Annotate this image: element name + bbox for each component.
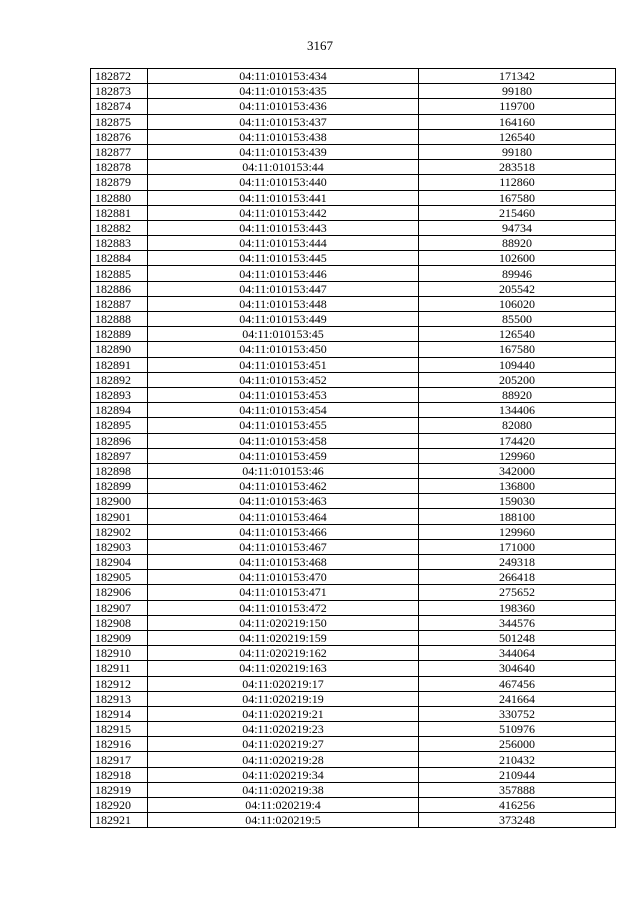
value-cell: 198360 xyxy=(419,600,616,615)
cadastral-number-cell: 04:11:010153:443 xyxy=(148,220,419,235)
table-row xyxy=(91,600,616,615)
table-row xyxy=(91,782,616,797)
value-cell: 136800 xyxy=(419,479,616,494)
row-number-cell: 182889 xyxy=(91,327,148,342)
table-row xyxy=(91,372,616,387)
value-cell: 174420 xyxy=(419,433,616,448)
row-number-cell: 182897 xyxy=(91,448,148,463)
row-number-cell: 182898 xyxy=(91,463,148,478)
cadastral-number-cell: 04:11:020219:150 xyxy=(148,615,419,630)
value-cell: 112860 xyxy=(419,175,616,190)
value-cell: 373248 xyxy=(419,813,616,828)
table-row xyxy=(91,585,616,600)
cadastral-number-cell: 04:11:010153:450 xyxy=(148,342,419,357)
value-cell: 89946 xyxy=(419,266,616,281)
value-cell: 134406 xyxy=(419,403,616,418)
value-cell: 510976 xyxy=(419,722,616,737)
value-cell: 88920 xyxy=(419,236,616,251)
value-cell: 501248 xyxy=(419,630,616,645)
value-cell: 167580 xyxy=(419,342,616,357)
table-row xyxy=(91,813,616,828)
table-row xyxy=(91,691,616,706)
cadastral-number-cell: 04:11:010153:440 xyxy=(148,175,419,190)
cadastral-number-cell: 04:11:010153:448 xyxy=(148,296,419,311)
page-number: 3167 xyxy=(307,38,333,53)
cadastral-number-cell: 04:11:010153:436 xyxy=(148,99,419,114)
row-number-cell: 182875 xyxy=(91,114,148,129)
cadastral-number-cell: 04:11:010153:447 xyxy=(148,281,419,296)
row-number-cell: 182879 xyxy=(91,175,148,190)
table-row xyxy=(91,175,616,190)
table-row xyxy=(91,615,616,630)
cadastral-number-cell: 04:11:010153:446 xyxy=(148,266,419,281)
table-row xyxy=(91,220,616,235)
value-cell: 215460 xyxy=(419,205,616,220)
cadastral-number-cell: 04:11:010153:452 xyxy=(148,372,419,387)
table-row xyxy=(91,706,616,721)
value-cell: 129960 xyxy=(419,448,616,463)
value-cell: 109440 xyxy=(419,357,616,372)
value-cell: 88920 xyxy=(419,387,616,402)
cadastral-number-cell: 04:11:010153:451 xyxy=(148,357,419,372)
table-row xyxy=(91,798,616,813)
table-row xyxy=(91,555,616,570)
cadastral-number-cell: 04:11:020219:159 xyxy=(148,630,419,645)
row-number-cell: 182882 xyxy=(91,220,148,235)
row-number-cell: 182881 xyxy=(91,205,148,220)
row-number-cell: 182895 xyxy=(91,418,148,433)
cadastral-number-cell: 04:11:010153:464 xyxy=(148,509,419,524)
row-number-cell: 182874 xyxy=(91,99,148,114)
value-cell: 171342 xyxy=(419,69,616,84)
row-number-cell: 182884 xyxy=(91,251,148,266)
cadastral-number-cell: 04:11:010153:444 xyxy=(148,236,419,251)
cadastral-number-cell: 04:11:020219:163 xyxy=(148,661,419,676)
cadastral-number-cell: 04:11:020219:17 xyxy=(148,676,419,691)
row-number-cell: 182916 xyxy=(91,737,148,752)
table-row xyxy=(91,205,616,220)
cadastral-number-cell: 04:11:010153:470 xyxy=(148,570,419,585)
table-row xyxy=(91,570,616,585)
value-cell: 342000 xyxy=(419,463,616,478)
value-cell: 344064 xyxy=(419,646,616,661)
row-number-cell: 182893 xyxy=(91,387,148,402)
value-cell: 416256 xyxy=(419,798,616,813)
cadastral-number-cell: 04:11:010153:459 xyxy=(148,448,419,463)
cadastral-number-cell: 04:11:010153:445 xyxy=(148,251,419,266)
table-row xyxy=(91,342,616,357)
cadastral-number-cell: 04:11:010153:435 xyxy=(148,84,419,99)
value-cell: 266418 xyxy=(419,570,616,585)
value-cell: 344576 xyxy=(419,615,616,630)
row-number-cell: 182910 xyxy=(91,646,148,661)
row-number-cell: 182886 xyxy=(91,281,148,296)
cadastral-number-cell: 04:11:010153:437 xyxy=(148,114,419,129)
table-row xyxy=(91,479,616,494)
cadastral-number-cell: 04:11:010153:46 xyxy=(148,463,419,478)
row-number-cell: 182906 xyxy=(91,585,148,600)
row-number-cell: 182908 xyxy=(91,615,148,630)
cadastral-number-cell: 04:11:010153:442 xyxy=(148,205,419,220)
value-cell: 275652 xyxy=(419,585,616,600)
row-number-cell: 182917 xyxy=(91,752,148,767)
table-row xyxy=(91,312,616,327)
table-row xyxy=(91,144,616,159)
row-number-cell: 182892 xyxy=(91,372,148,387)
table-row xyxy=(91,676,616,691)
table-row xyxy=(91,646,616,661)
table-row xyxy=(91,494,616,509)
cadastral-number-cell: 04:11:010153:472 xyxy=(148,600,419,615)
value-cell: 159030 xyxy=(419,494,616,509)
cadastral-number-cell: 04:11:010153:462 xyxy=(148,479,419,494)
table-row xyxy=(91,403,616,418)
table-row xyxy=(91,524,616,539)
cadastral-number-cell: 04:11:020219:28 xyxy=(148,752,419,767)
cadastral-number-cell: 04:11:020219:5 xyxy=(148,813,419,828)
cadastral-number-cell: 04:11:020219:4 xyxy=(148,798,419,813)
table-row xyxy=(91,114,616,129)
row-number-cell: 182872 xyxy=(91,69,148,84)
row-number-cell: 182902 xyxy=(91,524,148,539)
cadastral-number-cell: 04:11:010153:439 xyxy=(148,144,419,159)
row-number-cell: 182914 xyxy=(91,706,148,721)
row-number-cell: 182894 xyxy=(91,403,148,418)
cadastral-number-cell: 04:11:010153:44 xyxy=(148,160,419,175)
value-cell: 129960 xyxy=(419,524,616,539)
value-cell: 126540 xyxy=(419,327,616,342)
value-cell: 99180 xyxy=(419,144,616,159)
value-cell: 467456 xyxy=(419,676,616,691)
value-cell: 85500 xyxy=(419,312,616,327)
table-row xyxy=(91,722,616,737)
table-row xyxy=(91,387,616,402)
cadastral-number-cell: 04:11:020219:23 xyxy=(148,722,419,737)
cadastral-number-cell: 04:11:020219:19 xyxy=(148,691,419,706)
table-row xyxy=(91,539,616,554)
cadastral-number-cell: 04:11:020219:38 xyxy=(148,782,419,797)
value-cell: 256000 xyxy=(419,737,616,752)
row-number-cell: 182921 xyxy=(91,813,148,828)
cadastral-number-cell: 04:11:010153:458 xyxy=(148,433,419,448)
cadastral-number-cell: 04:11:020219:34 xyxy=(148,767,419,782)
cadastral-number-cell: 04:11:010153:438 xyxy=(148,129,419,144)
cadastral-number-cell: 04:11:020219:27 xyxy=(148,737,419,752)
value-cell: 241664 xyxy=(419,691,616,706)
row-number-cell: 182891 xyxy=(91,357,148,372)
value-cell: 119700 xyxy=(419,99,616,114)
table-row xyxy=(91,767,616,782)
registry-table-body xyxy=(91,69,616,828)
cadastral-number-cell: 04:11:010153:454 xyxy=(148,403,419,418)
table-row xyxy=(91,281,616,296)
row-number-cell: 182873 xyxy=(91,84,148,99)
value-cell: 167580 xyxy=(419,190,616,205)
table-row xyxy=(91,99,616,114)
table-row xyxy=(91,752,616,767)
row-number-cell: 182900 xyxy=(91,494,148,509)
row-number-cell: 182913 xyxy=(91,691,148,706)
value-cell: 102600 xyxy=(419,251,616,266)
row-number-cell: 182885 xyxy=(91,266,148,281)
value-cell: 94734 xyxy=(419,220,616,235)
row-number-cell: 182904 xyxy=(91,555,148,570)
value-cell: 210432 xyxy=(419,752,616,767)
value-cell: 99180 xyxy=(419,84,616,99)
row-number-cell: 182890 xyxy=(91,342,148,357)
value-cell: 106020 xyxy=(419,296,616,311)
row-number-cell: 182919 xyxy=(91,782,148,797)
cadastral-number-cell: 04:11:020219:21 xyxy=(148,706,419,721)
table-row xyxy=(91,236,616,251)
table-row xyxy=(91,630,616,645)
row-number-cell: 182883 xyxy=(91,236,148,251)
row-number-cell: 182918 xyxy=(91,767,148,782)
table-row xyxy=(91,129,616,144)
table-row xyxy=(91,418,616,433)
value-cell: 171000 xyxy=(419,539,616,554)
cadastral-number-cell: 04:11:020219:162 xyxy=(148,646,419,661)
cadastral-number-cell: 04:11:010153:463 xyxy=(148,494,419,509)
value-cell: 205542 xyxy=(419,281,616,296)
value-cell: 249318 xyxy=(419,555,616,570)
cadastral-number-cell: 04:11:010153:455 xyxy=(148,418,419,433)
row-number-cell: 182907 xyxy=(91,600,148,615)
value-cell: 283518 xyxy=(419,160,616,175)
value-cell: 357888 xyxy=(419,782,616,797)
row-number-cell: 182876 xyxy=(91,129,148,144)
table-row xyxy=(91,69,616,84)
table-row xyxy=(91,327,616,342)
cadastral-number-cell: 04:11:010153:434 xyxy=(148,69,419,84)
table-row xyxy=(91,737,616,752)
value-cell: 188100 xyxy=(419,509,616,524)
row-number-cell: 182880 xyxy=(91,190,148,205)
value-cell: 330752 xyxy=(419,706,616,721)
value-cell: 126540 xyxy=(419,129,616,144)
row-number-cell: 182877 xyxy=(91,144,148,159)
value-cell: 210944 xyxy=(419,767,616,782)
row-number-cell: 182903 xyxy=(91,539,148,554)
cadastral-number-cell: 04:11:010153:467 xyxy=(148,539,419,554)
row-number-cell: 182888 xyxy=(91,312,148,327)
registry-table xyxy=(90,68,616,828)
row-number-cell: 182901 xyxy=(91,509,148,524)
table-row xyxy=(91,448,616,463)
cadastral-number-cell: 04:11:010153:449 xyxy=(148,312,419,327)
row-number-cell: 182909 xyxy=(91,630,148,645)
row-number-cell: 182899 xyxy=(91,479,148,494)
row-number-cell: 182887 xyxy=(91,296,148,311)
row-number-cell: 182878 xyxy=(91,160,148,175)
table-row xyxy=(91,509,616,524)
row-number-cell: 182905 xyxy=(91,570,148,585)
cadastral-number-cell: 04:11:010153:471 xyxy=(148,585,419,600)
row-number-cell: 182911 xyxy=(91,661,148,676)
table-row xyxy=(91,463,616,478)
row-number-cell: 182915 xyxy=(91,722,148,737)
table-row xyxy=(91,251,616,266)
row-number-cell: 182912 xyxy=(91,676,148,691)
table-row xyxy=(91,84,616,99)
table-row xyxy=(91,190,616,205)
value-cell: 205200 xyxy=(419,372,616,387)
value-cell: 164160 xyxy=(419,114,616,129)
value-cell: 304640 xyxy=(419,661,616,676)
table-row xyxy=(91,160,616,175)
table-row xyxy=(91,266,616,281)
table-row xyxy=(91,296,616,311)
cadastral-number-cell: 04:11:010153:45 xyxy=(148,327,419,342)
table-row xyxy=(91,357,616,372)
cadastral-number-cell: 04:11:010153:466 xyxy=(148,524,419,539)
row-number-cell: 182896 xyxy=(91,433,148,448)
value-cell: 82080 xyxy=(419,418,616,433)
cadastral-number-cell: 04:11:010153:441 xyxy=(148,190,419,205)
table-row xyxy=(91,661,616,676)
cadastral-number-cell: 04:11:010153:468 xyxy=(148,555,419,570)
cadastral-number-cell: 04:11:010153:453 xyxy=(148,387,419,402)
table-row xyxy=(91,433,616,448)
row-number-cell: 182920 xyxy=(91,798,148,813)
